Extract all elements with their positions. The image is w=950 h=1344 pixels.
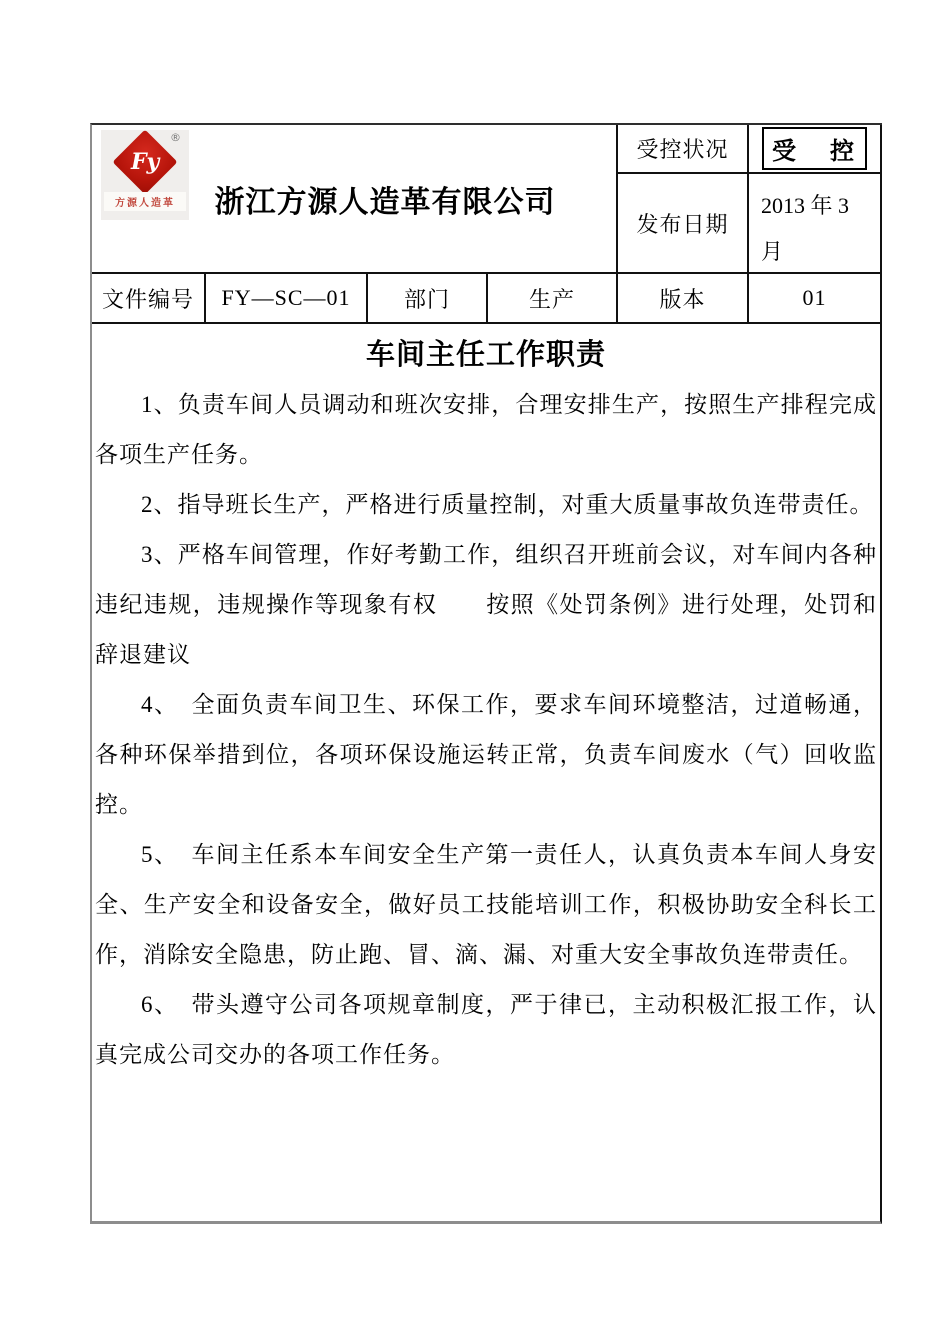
control-status-label: 受控状况 [636, 137, 729, 162]
version-value-cell [749, 274, 882, 324]
doc-number-value-cell [206, 274, 368, 324]
control-status-value-cell [749, 125, 882, 174]
page-title: 车间主任工作职责 [365, 339, 606, 371]
release-date-value-cell [749, 174, 882, 274]
company-name: 浙江方源人造革有限公司 [214, 185, 556, 219]
release-date-label: 发布日期 [636, 211, 729, 237]
company-logo [101, 130, 189, 220]
control-status-label-cell [618, 125, 749, 174]
document-body-cell [92, 324, 882, 1224]
department-value-cell [488, 274, 618, 324]
paragraph-2: 2、指导班长生产，严格进行质量控制，对重大质量事故负连带责任。 [141, 492, 874, 517]
release-date-label-cell [618, 174, 749, 274]
department-label-cell [368, 274, 488, 324]
paragraph-3: 3、严格车间管理，作好考勤工作，组织召开班前会议，对车间内各种违纪违规，违规操作等现象有权 按照《处罚条例》进行处理，处罚和辞退建议 [95, 542, 877, 667]
registered-trademark-icon: ® [170, 131, 181, 144]
logo-caption: 方源人造革 [104, 192, 186, 211]
version-label-cell [618, 274, 749, 324]
paragraph-4: 4、 全面负责车间卫生、环保工作，要求车间环境整洁，过道畅通，各种环保举措到位，各项环保设施运转正常，负责车间废水（气）回收监控。 [95, 692, 877, 817]
logo-monogram: Fy [130, 149, 160, 175]
paragraph-6: 6、 带头遵守公司各项规章制度，严于律已，主动积极汇报工作，认真完成公司交办的各项工作任务。 [95, 992, 877, 1067]
paragraph-1: 1、负责车间人员调动和班次安排，合理安排生产，按照生产排程完成各项生产任务。 [95, 392, 877, 467]
document-header-table [90, 123, 882, 1224]
doc-number-value: FY—SC—01 [221, 285, 351, 310]
doc-number-label: 文件编号 [101, 286, 194, 312]
company-cell [92, 125, 618, 274]
department-label: 部门 [403, 286, 450, 312]
version-label: 版本 [659, 286, 706, 312]
doc-number-label-cell [92, 274, 206, 324]
version-value: 01 [802, 285, 827, 310]
control-status-stamp: 受 控 [762, 127, 867, 170]
department-value: 生产 [528, 286, 575, 312]
release-date-value: 2013 年 3 月 [761, 193, 850, 264]
paragraph-5: 5、 车间主任系本车间安全生产第一责任人，认真负责本车间人身安全、生产安全和设备安全，做好员工技能培训工作，积极协助安全科长工作，消除安全隐患，防止跑、冒、滴、漏、对重大安全事故负连带责任。 [95, 842, 877, 967]
logo-diamond-icon [112, 129, 177, 194]
responsibility-list [95, 380, 877, 1080]
